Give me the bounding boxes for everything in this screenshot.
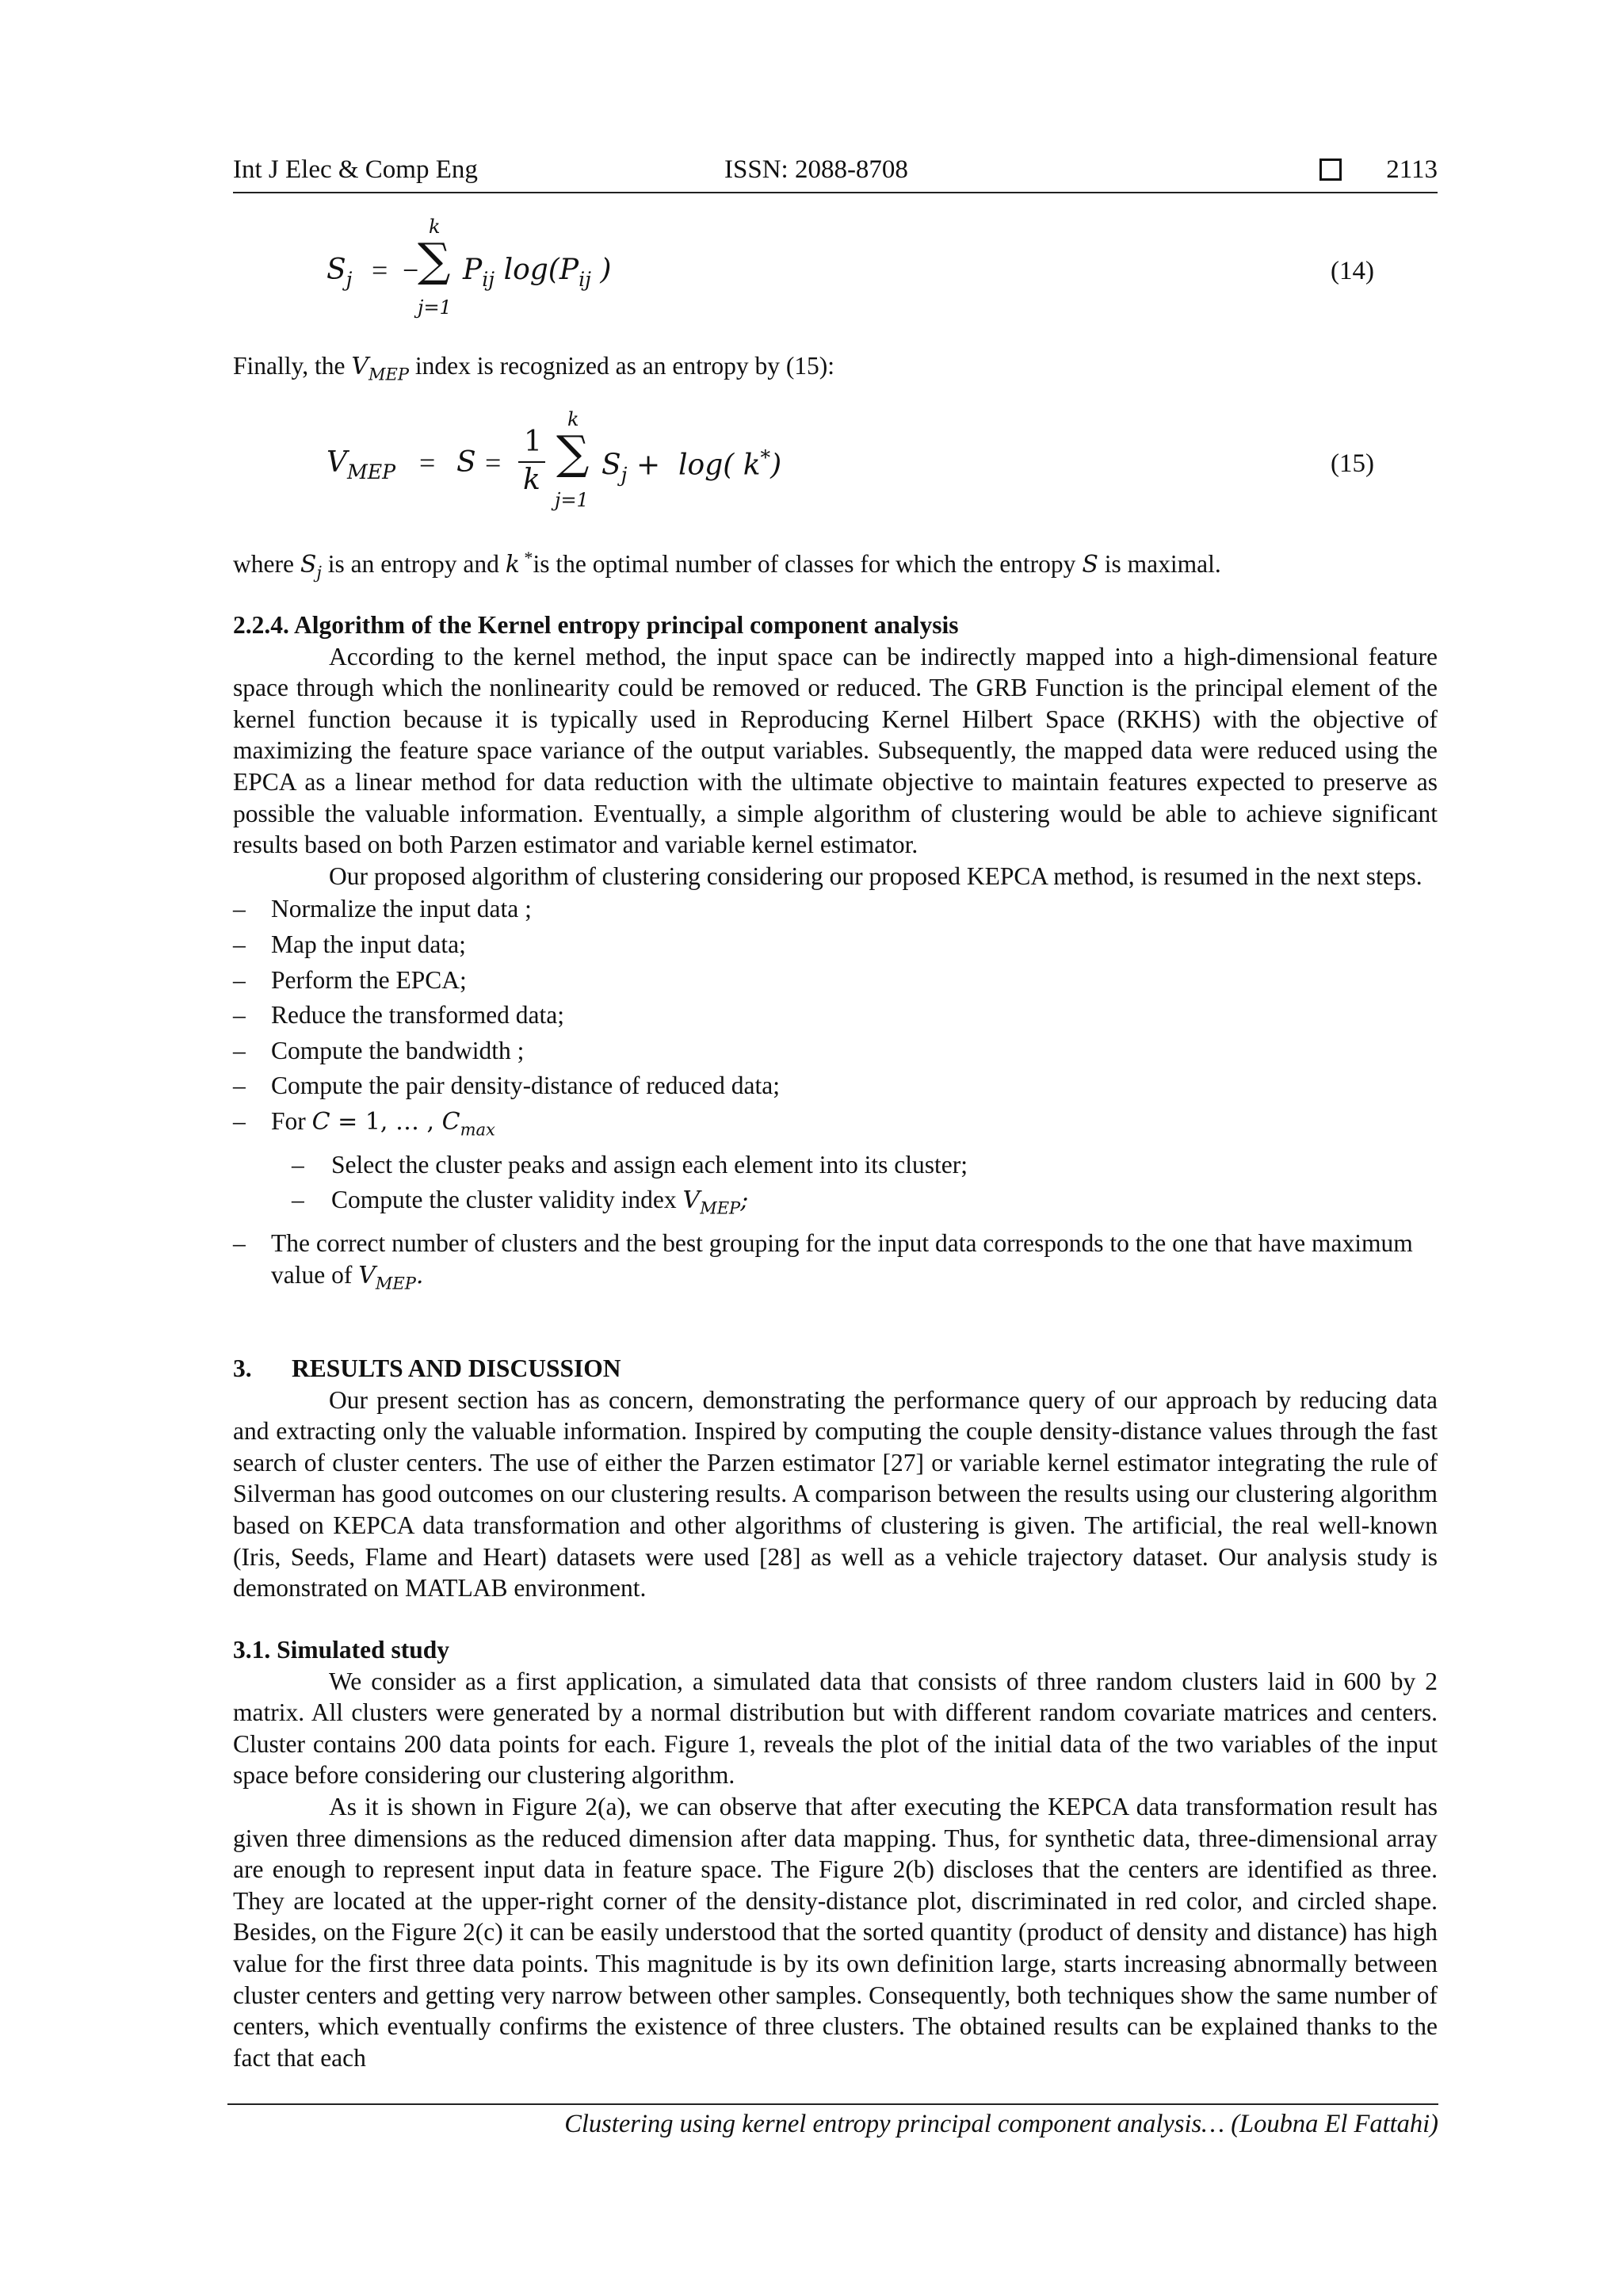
section-3-1 [233,1634,1438,2073]
list-item: – Perform the EPCA; [233,963,1438,999]
eq14-close: ) [600,254,612,286]
final-v: V [358,1261,376,1289]
where-sj: S [300,551,317,579]
eq15-log: log( k [678,449,761,482]
list-item-for-loop [233,1104,1438,1148]
sum-icon: ∑ [556,426,590,479]
section-heading: 3.1. Simulated study [233,1636,450,1664]
eq15-s: S [456,446,476,479]
footer-text: Clustering using kernel entropy principal component analysis… (Loubna El Fattahi) [564,2110,1438,2138]
for-c: C [311,1107,330,1136]
where-star: * [519,548,533,567]
section-heading: 2.2.4. Algorithm of the Kernel entropy principal component analysis [233,611,959,639]
eq15-sum-lower: j=1 [555,489,589,511]
list-item: – Map the input data; [233,927,1438,963]
list-item: – Normalize the input data ; [233,892,1438,927]
section-title: RESULTS AND DISCUSSION [292,1354,621,1382]
eq15-equals-2: = [485,447,502,479]
where-text-4: is maximal. [1098,550,1221,579]
eq15-term: S [601,449,621,482]
list-item [233,1182,1438,1226]
equation-number-15: (15) [1331,449,1374,478]
compute-v: V [682,1186,701,1215]
eq14-log-sub: ij [579,267,591,291]
square-bullet-icon [1319,159,1342,181]
eq15-lhs-sub: MEP [347,460,396,483]
paragraph: According to the kernel method, the input space can be indirectly mapped into a high-dimensional feature space through which the nonlinearity could be removed or reduced. The GRB Function is the principal element of the kernel function because it is typically used in Reproducing Kernel Hilbert Space (RKHS) with the objective of maximizing the feature space variance of the output variables. Subsequently, the mapped data were reduced using the EPCA as a linear method for data reduction with the ultimate objective to maintain features expected to preserve as possible the valuable information. Eventually, a simple algorithm of clustering would be able to achieve significant results based on both Parzen estimator and variable kernel estimator. [233,642,1438,859]
intro-var: V [351,353,369,380]
paragraph: Our present section has as concern, demonstrating the performance query of our approach by reducing data and extracting only the valuable information. Inspired by computing the couple density-distance values through the fast search of cluster centers. The use of either the Parzen estimator [27] or variable kernel estimator integrating the rule of Silverman has good outcomes on our clustering results. A comparison between the results using our clustering algorithm based on KEPCA data transformation and other algorithms of clustering is given. The artificial, the real well-known (Iris, Seeds, Flame and Heart) datasets were used [28] as well as a vehicle trajectory dataset. Our analysis study is demonstrated on MATLAB environment. [233,1385,1438,1603]
where-k: k [505,551,520,579]
eq15-term-sub: j [621,463,628,487]
paragraph: We consider as a first application, a simulated data that consists of three random clusters laid in 600 by 2 matrix. All clusters were generated by a normal distribution but with different random covariate matrices and centers. Cluster contains 200 data points for each. Figure 1, reveals the plot of the initial data of the two variables of the input space before considering our clustering algorithm. [233,1667,1438,1790]
eq15-lhs: V [327,446,347,479]
eq15-frac-den: k [523,464,540,496]
sum-icon: ∑ [418,233,451,287]
compute-v-sub: MEP [700,1198,741,1218]
running-footer [227,2103,1438,2138]
where-text-3: is the optimal number of classes for which the entropy [533,550,1083,579]
equation-15 [233,408,1374,519]
equation-14 [233,214,1374,325]
algorithm-steps [233,892,1438,1300]
journal-name: Int J Elec & Comp Eng [233,155,478,184]
list-item: – Reduce the transformed data; [233,998,1438,1033]
section-number: 3. [233,1354,252,1382]
intro-text-2: index is recognized as an entropy by (15): [408,352,835,380]
section-heading [233,1353,1438,1385]
equation-number-14: (14) [1331,257,1374,285]
for-cmax-sub: max [460,1120,495,1140]
eq15-sum-upper: k [567,408,579,430]
eq14-term-sub: ij [482,267,495,291]
eq15-equals-1: = [419,447,436,479]
intro-var-sub: MEP [369,365,409,384]
list-item [233,1226,1438,1300]
fraction-bar [518,461,545,463]
paragraph: Our proposed algorithm of clustering considering our proposed KEPCA method, is resumed in the next steps. [329,861,1423,890]
intro-text-1: Finally, the [233,352,352,380]
where-text-2: is an entropy and [321,550,506,579]
eq14-term: P [463,254,483,286]
for-cmax: C [441,1107,460,1136]
final-v-sub: MEP [375,1274,416,1293]
for-range: = 1, … , [330,1107,442,1136]
eq14-sign: − [403,254,419,286]
section-2-2-4 [233,609,1438,1300]
eq14-sum-lower: j=1 [418,296,452,319]
compute-prefix: Compute the cluster validity index [331,1186,683,1214]
where-line [233,542,1438,589]
running-header [233,155,1438,193]
issn: ISSN: 2088-8708 [724,155,908,184]
eq14-lhs: S [327,254,346,286]
compute-suffix: ; [740,1186,749,1215]
eq14-equals: = [372,254,388,286]
where-s: S [1082,551,1098,579]
eq15-frac-num: 1 [524,426,542,458]
list-item: – Select the cluster peaks and assign each element into its cluster; [233,1148,1438,1183]
eq15-plus: + [636,449,661,482]
paragraph: As it is shown in Figure 2(a), we can observe that after executing the KEPCA data transformation result has given three dimensions as the reduced dimension after data mapping. Thus, for synthetic data, three-dimensional array are enough to represent input data in feature space. The Figure 2(b) discloses that the centers are identified as three. They are located at the upper-right corner of the density-distance plot, discriminated in red color, and circled shape. Besides, on the Figure 2(c) it can be easily understood that the sorted quantity (product of density and distance) has high value for the first three data points. This magnitude is by its own definition large, starts increasing abnormally between cluster centers and getting very narrow between other samples. Consequently, both techniques show the same number of centers, which eventually confirms the existence of three clusters. The obtained results can be explained thanks to the fact that each [233,1792,1438,2072]
eq14-log: log(P [503,254,579,286]
final-step-text: The correct number of clusters and the best grouping for the input data corresponds to the one that have maximum value of [271,1229,1413,1289]
list-item: – Compute the pair density-distance of reduced data; [233,1068,1438,1104]
where-text-1: where [233,550,300,579]
eq14-sum-upper: k [429,216,441,238]
eq15-close: ) [770,449,782,482]
eq14-lhs-sub: j [346,267,353,291]
intro-line [233,350,1438,391]
where-sj-sub: j [316,563,322,583]
section-3 [233,1353,1438,1604]
eq15-star: * [760,446,771,469]
final-end: . [415,1261,424,1289]
page-number: 2113 [1386,155,1438,184]
list-item: – Compute the bandwidth ; [233,1033,1438,1069]
for-prefix: For [271,1106,312,1135]
